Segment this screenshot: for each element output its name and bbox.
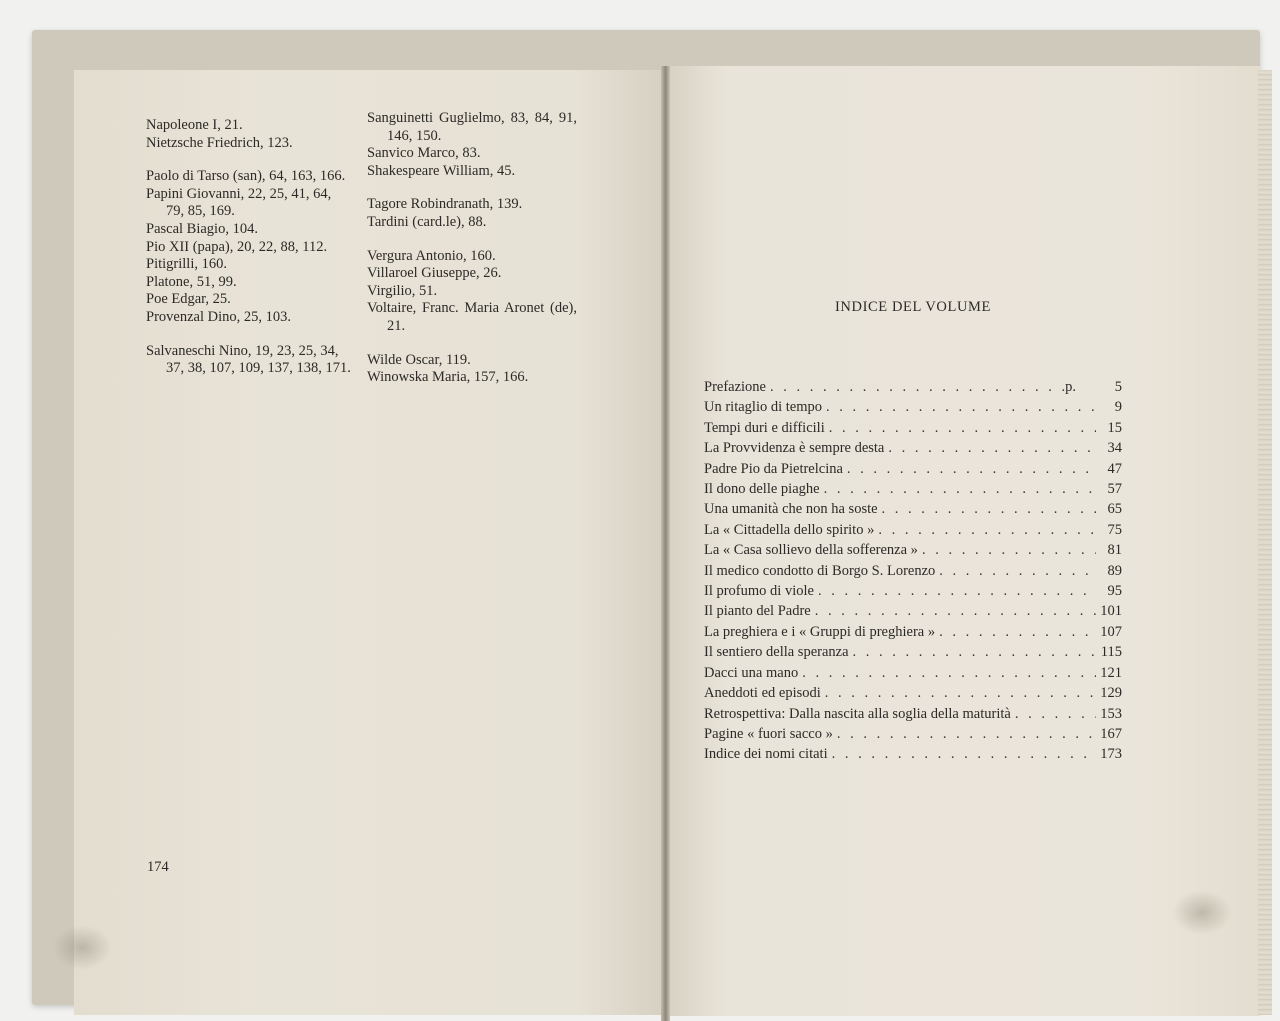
index-entry: Shakespeare William, 45. <box>367 162 516 179</box>
corner-wear <box>1172 890 1232 935</box>
index-entry: Pio XII (papa), 20, 22, 88, 112. <box>146 238 328 255</box>
toc-entry-title: Il dono delle piaghe <box>704 481 820 498</box>
toc-leader-dots <box>843 459 1096 479</box>
toc-entry-page: 81 <box>1107 542 1122 559</box>
section-gap <box>146 152 353 168</box>
toc-entry-page: 15 <box>1107 419 1122 436</box>
toc-entry-title: Il medico condotto di Borgo S. Lorenzo <box>704 562 936 579</box>
toc-entry-page: 153 <box>1100 705 1122 722</box>
section-gap <box>367 336 577 352</box>
toc-leader-dots <box>878 499 1096 519</box>
toc-entry <box>704 397 1122 417</box>
section-gap <box>367 180 577 196</box>
toc-entry-title: Una umanità che non ha soste <box>704 501 878 518</box>
section-gap <box>146 327 353 343</box>
toc-entry-page: 47 <box>1107 460 1122 477</box>
toc-entry <box>704 642 1122 662</box>
toc-entry-title: Pagine « fuori sacco » <box>704 725 833 742</box>
toc-leader-dots <box>874 520 1096 540</box>
toc-entry <box>704 724 1122 744</box>
section-gap <box>367 232 577 248</box>
toc-entry-page: 34 <box>1107 440 1122 457</box>
toc-entry-title: Aneddoti ed episodi <box>704 685 821 702</box>
toc-entry-page: 129 <box>1100 685 1122 702</box>
toc-leader-dots <box>811 601 1096 621</box>
toc-leader-dots <box>918 540 1096 560</box>
toc-leader-dots <box>833 724 1096 744</box>
toc-entry-title: Tempi duri e difficili <box>704 419 825 436</box>
toc-leader-dots <box>828 744 1096 764</box>
toc-entry-title: Retrospettiva: Dalla nascita alla soglia della maturità <box>704 705 1011 722</box>
page-abbrev: p. <box>1065 379 1076 395</box>
toc-entry-title: La « Cittadella dello spirito » <box>704 521 875 538</box>
toc-entry-page: 167 <box>1100 725 1122 742</box>
toc-entry <box>704 520 1122 540</box>
index-entry: Platone, 51, 99. <box>146 273 237 290</box>
index-entry: Nietzsche Friedrich, 123. <box>146 134 293 151</box>
toc-entry <box>704 438 1122 458</box>
toc-entry <box>704 622 1122 642</box>
toc-entry-title: Dacci una mano <box>704 664 799 681</box>
toc-entry-title: Indice dei nomi citati <box>704 746 828 763</box>
toc-entry-page: 65 <box>1107 501 1122 518</box>
toc-entry-title: Padre Pio da Pietrelcina <box>704 460 843 477</box>
index-entry: Virgilio, 51. <box>367 282 438 299</box>
name-index-column-1 <box>146 117 353 378</box>
toc-leader-dots <box>825 418 1096 438</box>
toc-entry-title: Il profumo di viole <box>704 583 814 600</box>
index-entry: Tagore Robindranath, 139. <box>367 196 523 213</box>
page-number: 174 <box>147 859 169 875</box>
toc-leader-dots <box>822 397 1096 417</box>
page-edges <box>1258 70 1272 1015</box>
toc-entry-page: 95 <box>1107 583 1122 600</box>
toc-entry-page: 5 <box>1114 379 1122 395</box>
index-entry: Villaroel Giuseppe, 26. <box>367 265 502 282</box>
index-entry: Sanvico Marco, 83. <box>367 145 481 162</box>
toc-entry-page: 57 <box>1107 481 1122 498</box>
toc-leader-dots <box>814 581 1096 601</box>
index-entry: Paolo di Tarso (san), 64, 163, 166. <box>146 168 346 185</box>
toc-entry-title: La preghiera e i « Gruppi di preghiera » <box>704 623 936 640</box>
toc-entry-page: 89 <box>1107 562 1122 579</box>
toc-entry-title: Un ritaglio di tempo <box>704 399 822 416</box>
toc-entry <box>704 499 1122 519</box>
toc-entry <box>704 683 1122 703</box>
toc-entry <box>704 744 1122 764</box>
index-entry: Tardini (card.le), 88. <box>367 213 487 230</box>
toc-leader-dots <box>884 438 1096 458</box>
index-entry: Winowska Maria, 157, 166. <box>367 369 529 386</box>
index-entry: Poe Edgar, 25. <box>146 291 231 308</box>
toc-entry <box>704 663 1122 683</box>
index-entry: Wilde Oscar, 119. <box>367 351 471 368</box>
toc-entry <box>704 601 1122 621</box>
index-entry: Napoleone I, 21. <box>146 117 243 133</box>
toc-entry-title: Il pianto del Padre <box>704 603 811 620</box>
toc-leader-dots <box>766 377 1065 397</box>
index-entry: Sanguinetti Guglielmo, 83, 84, 91, 146, 150. <box>367 110 577 144</box>
toc-entry-title: La « Casa sollievo della sofferenza » <box>704 542 918 559</box>
toc-entry-title: Il sentiero della speranza <box>704 644 849 661</box>
toc-leader-dots <box>1011 704 1096 724</box>
toc-entry-title: Prefazione <box>704 379 766 395</box>
toc-entry <box>704 377 1122 397</box>
toc-leader-dots <box>849 642 1096 662</box>
toc-leader-dots <box>798 663 1096 683</box>
toc-entry-page: 9 <box>1114 399 1122 416</box>
toc-entry <box>704 479 1122 499</box>
index-entry: Vergura Antonio, 160. <box>367 247 496 264</box>
table-of-contents <box>704 377 1122 765</box>
book-gutter <box>661 66 670 1021</box>
toc-entry <box>704 540 1122 560</box>
toc-entry <box>704 418 1122 438</box>
toc-entry-page: 75 <box>1107 521 1122 538</box>
toc-entry <box>704 561 1122 581</box>
toc-entry <box>704 704 1122 724</box>
toc-entry <box>704 581 1122 601</box>
index-entry: Salvaneschi Nino, 19, 23, 25, 34, 37, 38, 107, 109, 137, 138, 171. <box>146 342 351 377</box>
index-entry: Provenzal Dino, 25, 103. <box>146 308 291 325</box>
toc-entry-page: 107 <box>1100 623 1122 640</box>
index-entry: Papini Giovanni, 22, 25, 41, 64, 79, 85, 169. <box>146 185 332 220</box>
toc-entry <box>704 459 1122 479</box>
index-entry: Pascal Biagio, 104. <box>146 220 258 237</box>
toc-leader-dots <box>935 561 1096 581</box>
toc-entry-page: 173 <box>1100 746 1122 763</box>
toc-entry-page: 121 <box>1100 664 1122 681</box>
index-entry: Pitigrilli, 160. <box>146 256 227 273</box>
toc-leader-dots <box>935 622 1096 642</box>
index-entry: Voltaire, Franc. Maria Aronet (de), 21. <box>367 300 577 334</box>
toc-title: INDICE DEL VOLUME <box>835 299 991 315</box>
toc-entry-page: 101 <box>1100 603 1122 620</box>
name-index-column-2 <box>367 110 577 387</box>
toc-entry-page: 115 <box>1100 644 1122 661</box>
corner-wear <box>52 925 112 970</box>
toc-entry-title: La Provvidenza è sempre desta <box>704 440 885 457</box>
toc-leader-dots <box>821 683 1096 703</box>
toc-leader-dots <box>820 479 1096 499</box>
